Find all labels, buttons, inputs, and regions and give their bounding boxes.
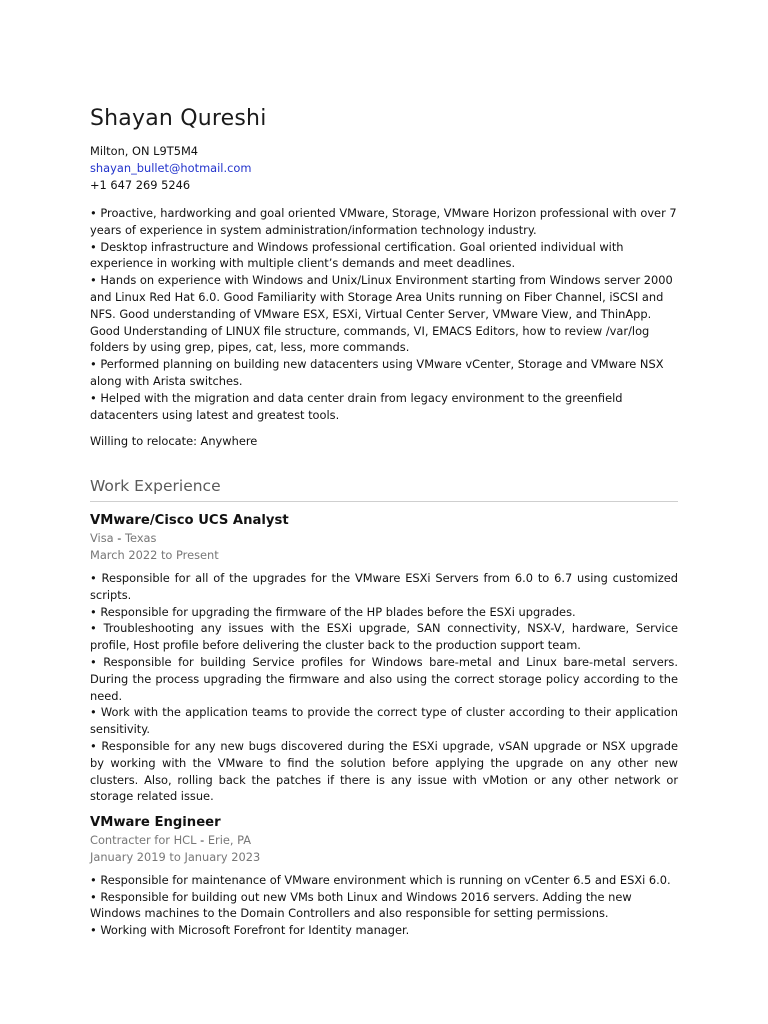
job-bullet: • Work with the application teams to provide the correct type of cluster according to their application sensitivity. [90, 705, 678, 737]
summary-item: • Desktop infrastructure and Windows professional certification. Goal oriented individual with experience in working with multiple client’s demands and meet deadlines. [90, 239, 624, 271]
relocate-note: Willing to relocate: Anywhere [90, 434, 258, 449]
job-bullet: • Responsible for all of the upgrades for the VMware ESXi Servers from 6.0 to 6.7 using customized scripts. [90, 570, 678, 602]
location: Milton, ON L9T5M4 [90, 144, 199, 158]
job-location: Erie, PA [207, 833, 252, 848]
job-bullet: • Responsible for building Service profiles for Windows bare-metal and Linux bare-metal servers. During the process upgrading the firmware and also using the correct storage policy according to the need. [90, 654, 678, 703]
job-company-location [90, 530, 678, 547]
job-company-location [90, 832, 678, 849]
job-title: VMware/Cisco UCS Analyst [90, 513, 289, 529]
job-bullet: • Troubleshooting any issues with the ESXi upgrade, SAN connectivity, NSX-V, hardware, Service profile, Host profile before delivering the cluster back to the production support team. [90, 621, 678, 653]
job-entry [90, 512, 678, 805]
phone: +1 647 269 5246 [90, 178, 191, 192]
job-company: Contracter for HCL [90, 833, 197, 848]
candidate-name: Shayan Qureshi [90, 106, 267, 131]
job-bullets [90, 872, 678, 939]
separator: - [196, 833, 208, 848]
job-bullet: • Responsible for any new bugs discovered during the ESXi upgrade, vSAN upgrade or NSX upgrade by working with the VMware to find the solution before applying the upgrade on any other new clusters. Also, rolling back the patches if there is any issue with vMotion or any other network or storage related issue. [90, 738, 678, 804]
job-entry [90, 814, 678, 939]
job-bullet: • Responsible for building out new VMs both Linux and Windows 2016 servers. Adding the new Windows machines to the Domain Controllers and also responsible for setting permissions. [90, 889, 632, 921]
job-bullet: • Working with Microsoft Forefront for Identity manager. [90, 923, 410, 938]
summary-item: • Proactive, hardworking and goal oriented VMware, Storage, VMware Horizon professional with over 7 years of experience in system administration/information technology industry. [90, 206, 677, 237]
separator: - [113, 531, 125, 546]
job-bullet: • Responsible for upgrading the firmware of the HP blades before the ESXi upgrades. [90, 604, 576, 619]
work-experience-heading: Work Experience [90, 477, 678, 502]
job-bullets [90, 570, 678, 805]
job-dates: March 2022 to Present [90, 548, 219, 563]
summary-item: • Helped with the migration and data center drain from legacy environment to the greenfield datacenters using latest and greatest tools. [90, 390, 623, 422]
summary [90, 205, 678, 423]
job-title: VMware Engineer [90, 815, 221, 831]
resume-content [90, 106, 678, 939]
job-company: Visa [90, 531, 114, 546]
email-link[interactable]: shayan_bullet@hotmail.com [90, 161, 252, 175]
summary-item: • Hands on experience with Windows and Unix/Linux Environment starting from Windows server 2000 and Linux Red Hat 6.0. Good Familiarity with Storage Area Units running on Fiber Channel, iSCSI and NFS. Good understanding of VMware ESX, ESXi, Virtual Center Server, VMware View, and ThinApp. Good Understanding of LINUX file structure, commands, VI, EMACS Editors, how to review /var/log folders by using grep, pipes, cat, less, more commands. [90, 273, 673, 355]
job-bullet: • Responsible for maintenance of VMware environment which is running on vCenter 6.5 and ESXi 6.0. [90, 872, 671, 887]
job-dates: January 2019 to January 2023 [90, 849, 261, 864]
job-location: Texas [124, 531, 157, 546]
summary-item: • Performed planning on building new datacenters using VMware vCenter, Storage and VMware NSX along with Arista switches. [90, 357, 664, 388]
